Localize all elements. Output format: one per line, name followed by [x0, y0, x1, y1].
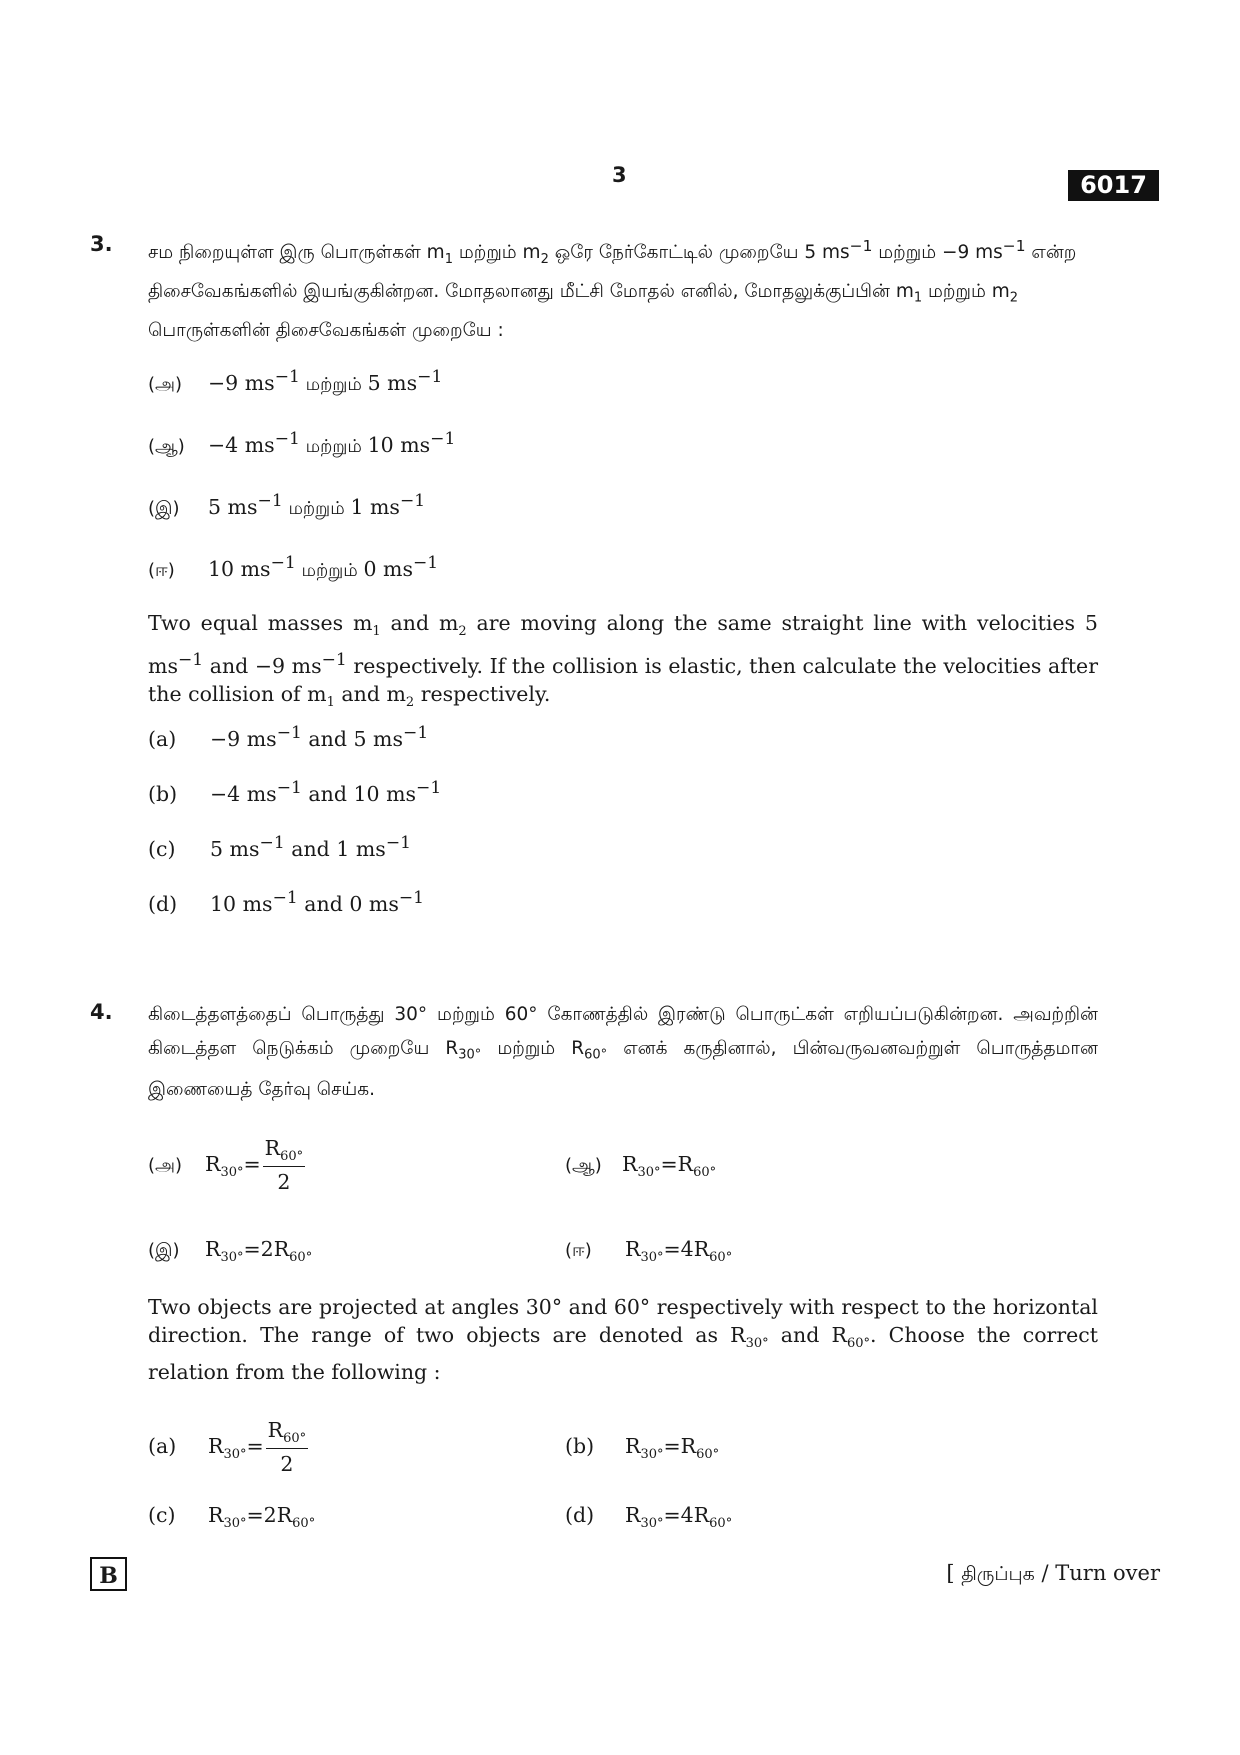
- q3-tamil-option-a: (அ) −9 $ms^{-1}$ மற்றும் 5 $ms^{-1}$: [148, 367, 443, 395]
- q4-tamil-option-a: (அ) $R_{30^\circ}=$ $\frac{R_{60^\circ}}{2}$: [148, 1136, 304, 1195]
- q4-tamil-option-d: (ஈ) $R_{30^\circ}=4R_{60^\circ}$: [565, 1237, 733, 1266]
- q3-english-option-a: (a) −9 $ms^{-1}$ and 5 $ms^{-1}$: [148, 723, 429, 751]
- question-4-number: 4.: [90, 1000, 113, 1024]
- q3-tamil-option-b: (ஆ) −4 $ms^{-1}$ மற்றும் 10 $ms^{-1}$: [148, 429, 456, 457]
- question-4-english-text: Two objects are projected at angles 30° and 60° respectively with respect to the horizontal direction. The range of two objects are denoted as $R_{30^\circ}$ and $R_{60^\circ}$. Choose the correct relation from the following :: [148, 1295, 1099, 1385]
- q4-english-option-b: (b) $R_{30^\circ}=R_{60^\circ}$: [565, 1434, 720, 1463]
- q3-tamil-option-c: (இ) 5 $ms^{-1}$ மற்றும் 1 $ms^{-1}$: [148, 491, 426, 519]
- fraction-r60-over-2: $\frac{R_{60^\circ}}{2}$: [264, 1136, 304, 1195]
- booklet-version-box: B: [90, 1557, 127, 1591]
- q4-tamil-option-c: (இ) $R_{30^\circ}=2R_{60^\circ}$: [148, 1237, 313, 1266]
- question-4-tamil-text: கிடைத்தளத்தைப் பொருத்து 30° மற்றும் 60° கோணத்தில் இரண்டு பொருட்கள் எறியப்படுகின்றன. அவற்றின் கிடைத்தள நெடுக்கம் முறையே $R_{30^\circ}$ மற்றும் $R_{60^\circ}$ எனக் கருதினால், பின்வருவனவற்றுள் பொருத்தமான இணையைத் தேர்வு செய்க.: [148, 1004, 1098, 1100]
- q3-english-option-b: (b) −4 $ms^{-1}$ and 10 $ms^{-1}$: [148, 778, 442, 806]
- q4-tamil-option-b: (ஆ) $R_{30^\circ}=R_{60^\circ}$: [565, 1152, 717, 1181]
- turn-over-note: [ திருப்புக / Turn over: [946, 1561, 1160, 1585]
- q4-english-option-d: (d) $R_{30^\circ}=4R_{60^\circ}$: [565, 1503, 733, 1532]
- question-3-tamil-text: சம நிறையுள்ள இரு பொருள்கள் $m_1$ மற்றும் $m_2$ ஒரே நேர்கோட்டில் முறையே 5 $ms^{-1}$ மற்றும் −9 $ms^{-1}$ என்ற திசைவேகங்களில் இயங்குகின்றன. மோதலானது மீட்சி மோதல் எனில், மோதலுக்குப்பின் $m_1$ மற்றும் $m_2$ பொருள்களின் திசைவேகங்கள் முறையே :: [148, 237, 1077, 341]
- fraction-r60-over-2: $\frac{R_{60^\circ}}{2}$: [267, 1418, 307, 1477]
- page-number: 3: [612, 163, 627, 187]
- question-3-number: 3.: [90, 232, 113, 256]
- question-3-english-text: Two equal masses $m_1$ and $m_2$ are moving along the same straight line with velocities 5 $ms^{-1}$ and −9 $ms^{-1}$ respectively. If the collision is elastic, then calculate the velocities after the collision of $m_1$ and $m_2$ respectively.: [148, 611, 1098, 711]
- q4-english-option-a: (a) $R_{30^\circ}=$ $\frac{R_{60^\circ}}{2}$: [148, 1418, 307, 1477]
- q4-english-option-c: (c) $R_{30^\circ}=2R_{60^\circ}$: [148, 1503, 316, 1532]
- q3-english-option-c: (c) 5 $ms^{-1}$ and 1 $ms^{-1}$: [148, 833, 412, 861]
- q3-english-option-d: (d) 10 $ms^{-1}$ and 0 $ms^{-1}$: [148, 888, 425, 916]
- q3-tamil-option-d: (ஈ) 10 $ms^{-1}$ மற்றும் 0 $ms^{-1}$: [148, 553, 439, 581]
- paper-code-badge: 6017: [1068, 170, 1159, 201]
